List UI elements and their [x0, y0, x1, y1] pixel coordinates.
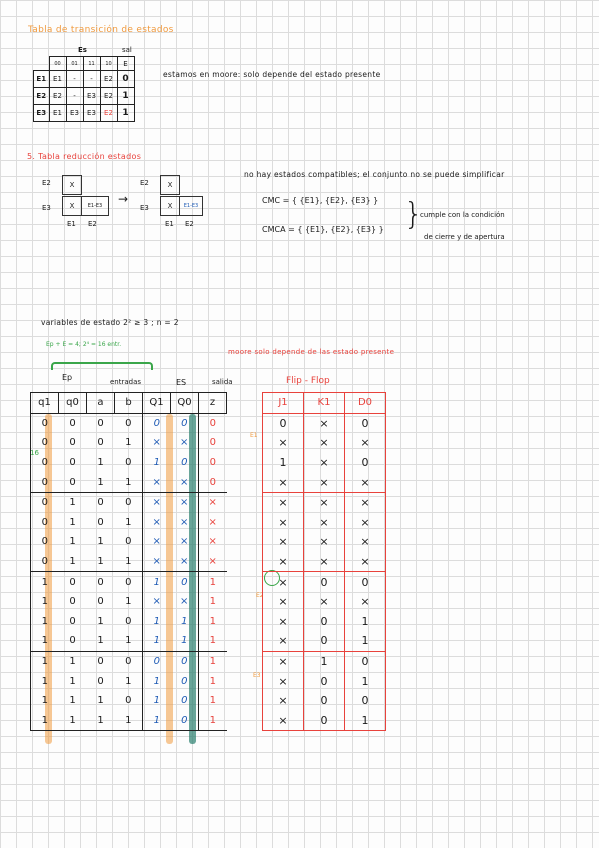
table-row	[31, 532, 227, 552]
table-cell: 1	[59, 711, 87, 731]
cmca-line: CMCA = { {E1}, {E2}, {E3} }	[262, 225, 384, 234]
ff-cell: ×	[263, 572, 304, 592]
compat-note: no hay estados compatibles; el conjunto no se puede simplificar	[244, 170, 505, 179]
ff-row	[263, 492, 386, 512]
cell: -	[66, 88, 83, 105]
table-cell: 1	[153, 675, 160, 687]
flipflop-table	[262, 392, 386, 731]
table-cell: 0	[115, 453, 143, 473]
table-cell: 1	[171, 631, 199, 651]
table-cell: ×	[152, 437, 161, 449]
col-label: E1	[165, 220, 174, 228]
table-cell: 0	[31, 433, 59, 453]
table-cell: 1	[209, 695, 216, 707]
table-cell: 0	[69, 457, 76, 469]
transition-title: Tabla de transición de estados	[28, 25, 174, 35]
arrow-icon: →	[118, 192, 129, 206]
table-cell: 0	[97, 656, 104, 668]
table-cell: 1	[97, 536, 104, 548]
ff-cell: 0	[304, 691, 345, 711]
table-cell: 0	[115, 691, 143, 711]
ff-row	[263, 552, 386, 572]
table-row	[31, 472, 227, 492]
table-cell: 1	[209, 656, 216, 668]
table-cell: ×	[171, 592, 199, 612]
ff-cell: 0	[304, 612, 345, 632]
ff-cell: ×	[263, 592, 304, 612]
ff-cell: 0	[263, 413, 304, 433]
table-cell: 1	[209, 596, 216, 608]
ff-cell: ×	[304, 492, 345, 512]
table-cell: 0	[171, 651, 199, 671]
ff-cell: 1	[345, 631, 386, 651]
table-cell: 0	[171, 691, 199, 711]
table-cell: 1	[115, 592, 143, 612]
ff-cell: ×	[304, 552, 345, 572]
cell: E1	[49, 71, 66, 88]
table-cell: 0	[97, 596, 104, 608]
table-cell: ×	[171, 552, 199, 572]
ff-cell: ×	[304, 592, 345, 612]
ep-label: Ep	[62, 373, 73, 382]
ff-row	[263, 472, 386, 492]
col-header: Q0	[171, 393, 199, 414]
col-label: E2	[88, 220, 97, 228]
table-cell: 1	[69, 675, 76, 687]
table-cell: 1	[97, 695, 104, 707]
ff-cell: ×	[263, 513, 304, 533]
table-cell: 1	[31, 612, 59, 632]
table-row	[31, 651, 227, 671]
table-cell: 0	[69, 437, 76, 449]
ff-cell: 1	[263, 453, 304, 473]
table-cell: ×	[171, 513, 199, 533]
table-cell: 1	[31, 711, 59, 731]
table-cell: 1	[31, 631, 59, 651]
ff-header: D0	[345, 393, 386, 414]
output-value: 0	[117, 71, 134, 88]
ff-cell: ×	[263, 532, 304, 552]
table-cell: 1	[115, 552, 143, 572]
ff-cell: ×	[263, 433, 304, 453]
table-cell: 1	[69, 656, 76, 668]
table-cell: 0	[153, 417, 160, 429]
cell: E2	[100, 88, 117, 105]
col-header: a	[87, 393, 115, 414]
table-cell: 0	[97, 516, 104, 528]
row-label: E3	[42, 204, 51, 212]
cmc-line: CMC = { {E1}, {E2}, {E3} }	[262, 196, 379, 205]
table-cell: 0	[59, 472, 87, 492]
col-label: E2	[185, 220, 194, 228]
table-cell: 0	[69, 615, 76, 627]
output-value: 1	[117, 88, 134, 105]
ff-cell: 1	[345, 612, 386, 632]
cell: E2	[100, 71, 117, 88]
table-cell: 0	[97, 417, 104, 429]
cell-pair-crossed: E1-E3	[179, 196, 203, 216]
input-code: 10	[100, 57, 117, 71]
ff-row	[263, 711, 386, 731]
table-cell: 0	[115, 413, 143, 433]
cell: E2	[100, 105, 117, 122]
state-label: E3	[34, 105, 50, 122]
ff-row	[263, 433, 386, 453]
cell: -	[66, 71, 83, 88]
ff-header: K1	[304, 393, 345, 414]
input-code: 01	[66, 57, 83, 71]
table-row	[31, 433, 227, 453]
table-cell: 1	[153, 576, 160, 588]
flipflop-title: Flip - Flop	[286, 376, 330, 386]
ff-cell: ×	[263, 671, 304, 691]
table-cell: 0	[97, 497, 104, 509]
ff-cell: ×	[304, 513, 345, 533]
table-cell: 0	[31, 472, 59, 492]
col-header: b	[115, 393, 143, 414]
sal-header: E	[117, 57, 134, 71]
cell: E3	[66, 105, 83, 122]
ff-cell: ×	[345, 433, 386, 453]
table-cell: 1	[209, 675, 216, 687]
table-cell: 1	[87, 711, 115, 731]
table-cell: 1	[87, 552, 115, 572]
table-cell: 0	[115, 532, 143, 552]
table-cell: 0	[97, 576, 104, 588]
ff-cell: ×	[345, 552, 386, 572]
table-cell: 0	[59, 631, 87, 651]
table-cell: 1	[87, 472, 115, 492]
table-cell: 1	[31, 592, 59, 612]
table-cell: 0	[31, 413, 59, 433]
table-row	[31, 691, 227, 711]
table-cell: 0	[97, 437, 104, 449]
ff-cell: ×	[304, 413, 345, 433]
table-cell: 1	[69, 536, 76, 548]
table-row	[31, 671, 227, 691]
table-cell: ×	[143, 552, 171, 572]
entradas-label: entradas	[110, 378, 142, 386]
ff-cell: ×	[304, 453, 345, 473]
table-cell: 0	[171, 711, 199, 731]
table-cell: 1	[115, 472, 143, 492]
ff-cell: ×	[263, 612, 304, 632]
ff-cell: 0	[345, 651, 386, 671]
brace-icon: }	[404, 197, 424, 232]
table-cell: 1	[115, 433, 143, 453]
sal-label: sal	[122, 46, 132, 54]
col-header: Q1	[143, 393, 171, 414]
salida-label: salida	[212, 378, 233, 386]
table-cell: 1	[31, 651, 59, 671]
table-row	[31, 711, 227, 731]
state-label: E1	[34, 71, 50, 88]
table-cell: 1	[115, 631, 143, 651]
table-cell: 1	[69, 497, 76, 509]
table-cell: 0	[69, 576, 76, 588]
table-cell: 0	[209, 417, 216, 429]
row-label: E3	[140, 204, 149, 212]
ff-cell: ×	[263, 711, 304, 731]
ff-cell: 1	[345, 711, 386, 731]
ff-cell: ×	[263, 691, 304, 711]
table-cell: 1	[199, 631, 227, 651]
state-tag: E1	[250, 432, 258, 439]
table-cell: 1	[31, 691, 59, 711]
col-label: E1	[67, 220, 76, 228]
table-cell: ×	[171, 492, 199, 512]
table-cell: 1	[153, 615, 160, 627]
table-cell: 0	[115, 651, 143, 671]
table-cell: 1	[115, 671, 143, 691]
table-cell: 0	[31, 552, 59, 572]
cell: E2	[49, 88, 66, 105]
cell: -	[83, 71, 100, 88]
cell: E3	[83, 105, 100, 122]
table-cell: 0	[69, 417, 76, 429]
table-row	[31, 572, 227, 592]
ff-cell: ×	[263, 631, 304, 651]
table-cell: 0	[69, 596, 76, 608]
ff-header: J1	[263, 393, 304, 414]
table-cell: ×	[208, 536, 217, 548]
ff-cell: ×	[304, 472, 345, 492]
table-cell: ×	[208, 516, 217, 528]
cell-x: X	[62, 175, 82, 195]
table-row	[31, 552, 227, 572]
ff-cell: 0	[345, 413, 386, 433]
ff-cell: ×	[345, 532, 386, 552]
col-header: q1	[31, 393, 59, 414]
ff-cell: 0	[304, 711, 345, 731]
cell-x: X	[160, 175, 180, 195]
table-cell: 0	[97, 675, 104, 687]
table-cell: 1	[69, 695, 76, 707]
col-header: z	[199, 393, 227, 414]
table-cell: ×	[208, 497, 217, 509]
table-cell: 0	[209, 437, 216, 449]
ff-cell: ×	[345, 592, 386, 612]
ff-row	[263, 513, 386, 533]
ff-cell: ×	[345, 513, 386, 533]
table-cell: 0	[199, 472, 227, 492]
moore-note2: moore solo depende de las estado presente	[228, 348, 395, 356]
ep-line: Ep + E = 4; 2⁴ = 16 entr.	[46, 341, 122, 348]
es-label-main: ES	[176, 378, 187, 387]
table-row	[31, 492, 227, 512]
ff-cell: ×	[263, 492, 304, 512]
ff-row	[263, 691, 386, 711]
table-row	[31, 612, 227, 632]
es-label: Es	[78, 46, 87, 54]
table-cell: 0	[31, 513, 59, 533]
table-cell: 0	[171, 572, 199, 592]
ff-cell: ×	[345, 492, 386, 512]
table-row	[31, 413, 227, 433]
table-cell: 0	[153, 656, 160, 668]
cell-x: X	[160, 196, 180, 216]
vars-line: variables de estado 2² ≥ 3 ; n = 2	[41, 318, 179, 327]
cell: E3	[83, 88, 100, 105]
table-row	[31, 631, 227, 651]
ff-cell: ×	[304, 532, 345, 552]
moore-note: estamos en moore: solo depende del estado presente	[163, 70, 381, 79]
table-cell: ×	[199, 552, 227, 572]
ff-cell: 1	[304, 651, 345, 671]
table-cell: 0	[31, 453, 59, 473]
section5-title: 5. Tabla reducción estados	[27, 152, 142, 161]
table-cell: ×	[143, 472, 171, 492]
table-cell: 1	[59, 552, 87, 572]
table-cell: 0	[209, 457, 216, 469]
table-row	[31, 453, 227, 473]
table-cell: 1	[97, 457, 104, 469]
table-cell: ×	[152, 596, 161, 608]
table-cell: 0	[171, 453, 199, 473]
table-cell: ×	[152, 516, 161, 528]
sixteen-label: 16	[30, 449, 39, 457]
table-cell: 0	[31, 492, 59, 512]
ff-cell: 0	[304, 572, 345, 592]
row-label: E2	[42, 179, 51, 187]
compat-condition-1: cumple con la condición	[420, 211, 505, 219]
ff-cell: ×	[263, 651, 304, 671]
table-cell: 1	[153, 695, 160, 707]
ff-row	[263, 572, 386, 592]
ff-cell: ×	[345, 472, 386, 492]
table-cell: 1	[171, 612, 199, 632]
input-code: 11	[83, 57, 100, 71]
table-cell: 1	[31, 671, 59, 691]
table-cell: 1	[97, 615, 104, 627]
ff-cell: ×	[304, 433, 345, 453]
table-cell: 1	[209, 576, 216, 588]
state-tag: E3	[253, 672, 261, 679]
ff-cell: 0	[345, 572, 386, 592]
ff-cell: 0	[345, 691, 386, 711]
table-cell: ×	[171, 472, 199, 492]
table-row	[31, 592, 227, 612]
transition-table	[33, 56, 135, 122]
table-cell: 1	[69, 516, 76, 528]
table-cell: 1	[209, 615, 216, 627]
ff-row	[263, 532, 386, 552]
table-cell: 1	[143, 711, 171, 731]
ff-row	[263, 413, 386, 433]
ff-cell: 0	[304, 671, 345, 691]
table-cell: 0	[31, 532, 59, 552]
ff-row	[263, 651, 386, 671]
table-cell: ×	[152, 497, 161, 509]
ff-cell: 1	[345, 671, 386, 691]
ff-row	[263, 671, 386, 691]
table-cell: 1	[199, 711, 227, 731]
ff-row	[263, 592, 386, 612]
table-cell: 1	[115, 711, 143, 731]
cell-pair: E1-E3	[81, 196, 109, 216]
ff-row	[263, 453, 386, 473]
table-cell: ×	[152, 536, 161, 548]
table-row	[31, 513, 227, 533]
table-cell: ×	[171, 433, 199, 453]
ff-cell: 0	[345, 453, 386, 473]
state-label: E2	[34, 88, 50, 105]
output-value: 1	[117, 105, 134, 122]
table-cell: 1	[31, 572, 59, 592]
input-code: 00	[49, 57, 66, 71]
ep-bracket	[51, 362, 153, 370]
state-tag: E2	[256, 592, 264, 599]
row-label: E2	[140, 179, 149, 187]
cell-x: X	[62, 196, 82, 216]
ff-cell: ×	[263, 552, 304, 572]
ff-row	[263, 612, 386, 632]
table-cell: ×	[171, 532, 199, 552]
table-cell: 1	[153, 457, 160, 469]
table-cell: 0	[115, 612, 143, 632]
table-cell: 0	[171, 413, 199, 433]
table-cell: 1	[87, 631, 115, 651]
table-cell: 0	[115, 492, 143, 512]
table-cell: 0	[115, 572, 143, 592]
ff-row	[263, 631, 386, 651]
cell: E1	[49, 105, 66, 122]
table-cell: 1	[115, 513, 143, 533]
compat-condition-2: de cierre y de apertura	[424, 233, 505, 241]
table-cell: 0	[171, 671, 199, 691]
truth-table	[30, 392, 227, 731]
ff-cell: ×	[263, 472, 304, 492]
table-cell: 1	[143, 631, 171, 651]
col-header: q0	[59, 393, 87, 414]
ff-cell: 0	[304, 631, 345, 651]
